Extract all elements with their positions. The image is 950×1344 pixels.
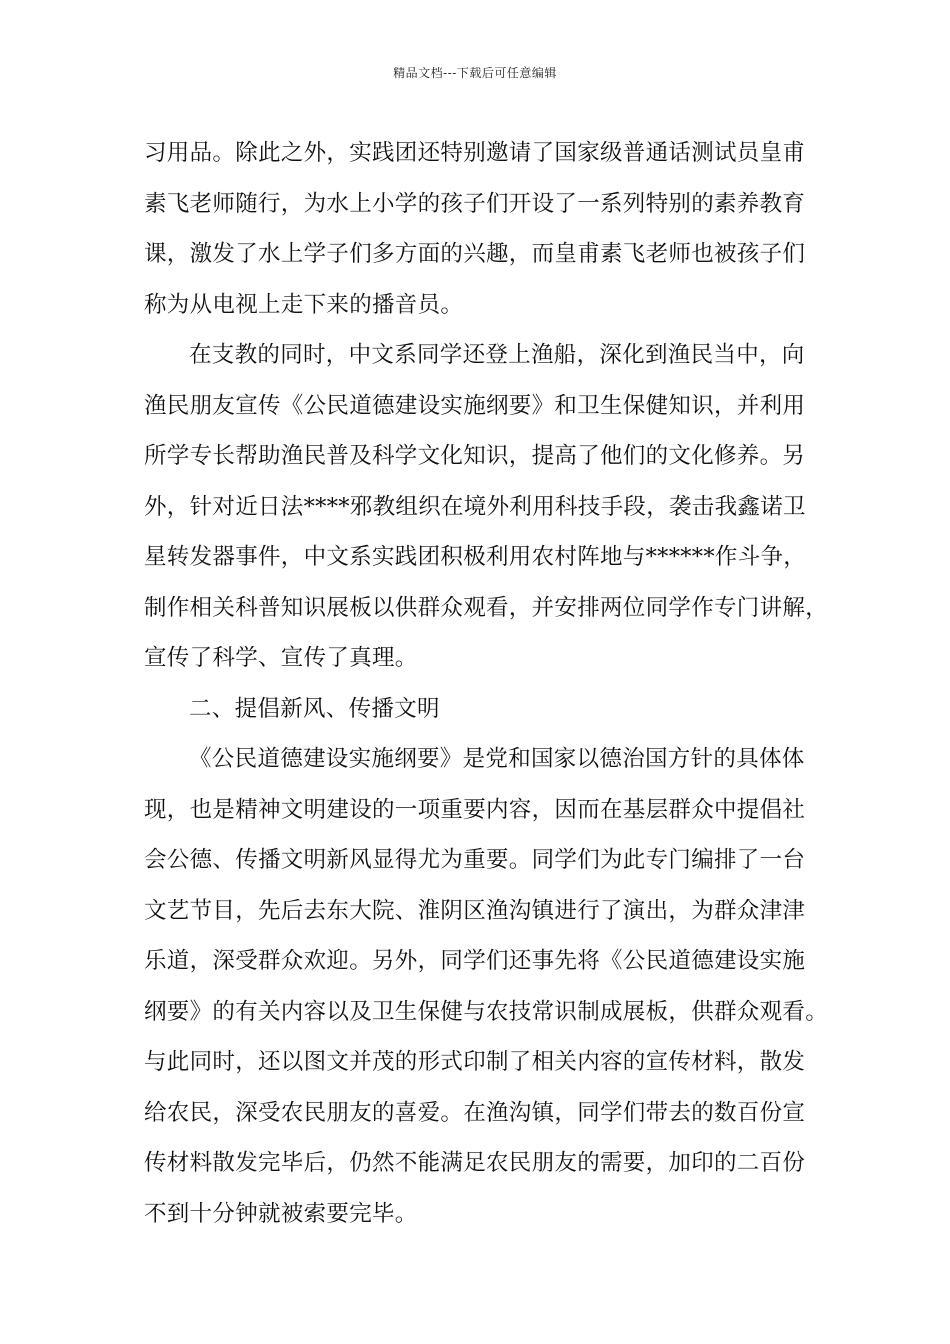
text-line: 素飞老师随行，为水上小学的孩子们开设了一系列特别的素养教育 xyxy=(144,190,806,217)
paragraph-1 xyxy=(144,128,834,330)
text-line: 课，激发了水上学子们多方面的兴趣，而皇甫素飞老师也被孩子们 xyxy=(144,241,806,267)
text-line: 乐道，深受群众欢迎。另外，同学们还事先将《公民道德建设实施 xyxy=(144,948,806,974)
paragraph-3 xyxy=(144,734,834,1239)
text-line: 制作相关科普知识展板以供群众观看，并安排两位同学作专门讲解， xyxy=(144,594,829,621)
text-line: 所学专长帮助渔民普及科学文化知识，提高了他们的文化修养。另 xyxy=(144,443,806,469)
text-line: 纲要》的有关内容以及卫生保健与农技常识制成展板，供群众观看。 xyxy=(144,998,829,1025)
text-line: 传材料散发完毕后，仍然不能满足农民朋友的需要，加印的二百份 xyxy=(144,1150,806,1176)
text-line: 不到十分钟就被索要完毕。 xyxy=(144,1200,418,1227)
text-line: 会公德、传播文明新风显得尤为重要。同学们为此专门编排了一台 xyxy=(144,847,806,873)
document-body xyxy=(144,128,834,1239)
text-line: 外，针对近日法****邪教组织在境外利用科技手段，袭击我鑫诺卫 xyxy=(144,493,806,520)
text-line: 称为从电视上走下来的播音员。 xyxy=(144,291,464,318)
section-heading-text: 二、提倡新风、传播文明 xyxy=(189,695,440,722)
text-line: 在支教的同时，中文系同学还登上渔船，深化到渔民当中，向 xyxy=(189,342,805,368)
text-line: 星转发器事件，中文系实践团积极利用农村阵地与******作斗争， xyxy=(144,544,807,570)
text-line: 给农民，深受农民朋友的喜爱。在渔沟镇，同学们带去的数百份宣 xyxy=(144,1099,806,1126)
paragraph-2 xyxy=(144,330,834,684)
text-line: 渔民朋友宣传《公民道德建设实施纲要》和卫生保健知识，并利用 xyxy=(144,392,806,419)
text-line: 习用品。除此之外，实践团还特别邀请了国家级普通话测试员皇甫 xyxy=(144,140,806,166)
text-line: 与此同时，还以图文并茂的形式印制了相关内容的宣传材料，散发 xyxy=(144,1049,806,1075)
section-heading xyxy=(144,684,834,735)
text-line: 现，也是精神文明建设的一项重要内容，因而在基层群众中提倡社 xyxy=(144,796,806,823)
page-header: 精品文档---下载后可任意编辑 xyxy=(393,66,557,80)
text-line: 宣传了科学、宣传了真理。 xyxy=(144,645,418,671)
text-line: 文艺节目，先后去东大院、淮阴区渔沟镇进行了演出，为群众津津 xyxy=(144,897,806,924)
text-line: 《公民道德建设实施纲要》是党和国家以德治国方针的具体体 xyxy=(189,746,805,772)
